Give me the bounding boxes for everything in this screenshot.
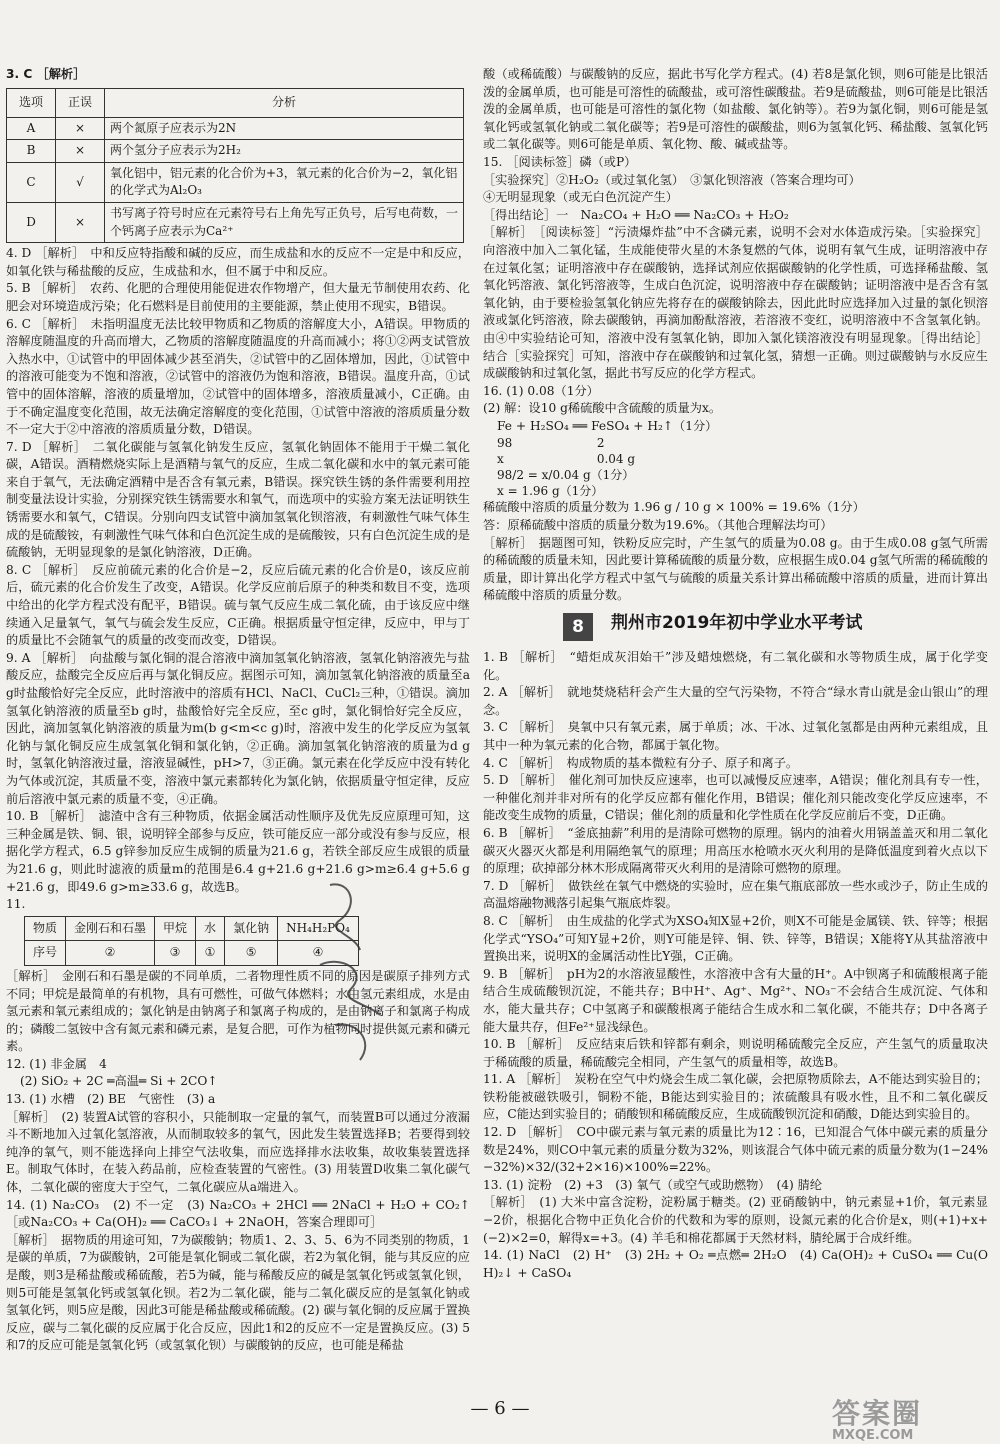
s8-answer-6: 6. B ［解析］ “釜底抽薪”利用的是清除可燃物的原理。锅内的油着火用锅盖盖灭和用二氧化碳灭火器灭火都是利用隔绝氧气的原理；用高压水枪喷水灭火利用的是降低温度到着火点以下的原理；砍掉部分林木形成隔离带灭火利用的是清除可燃物的原理。 (483, 825, 988, 876)
answer-4: 4. D ［解析］ 中和反应特指酸和碱的反应，而生成盐和水的反应不一定是中和反应，如氧化铁与稀盐酸的反应，生成盐和水，但不属于中和反应。 (6, 246, 470, 278)
col-analysis: 分析 (105, 88, 464, 117)
col-judgement: 正误 (56, 88, 105, 117)
answer-13: 13. (1) 水槽 (2) BE 气密性 (3) a (6, 1092, 216, 1107)
table-row (7, 202, 464, 242)
s8-answer-5: 5. D ［解析］ 催化剂可加快反应速率，也可以减慢反应速率，A错误；催化剂具有专一性，一种催化剂并非对所有的化学反应都有催化作用，B错误；催化剂只能改变化学反应速率，不能改变生成物的质量，C错误；催化剂的质量和化学性质在化学反应前后不变，D正确。 (483, 773, 988, 823)
row-option: A (7, 117, 56, 140)
cell: 水 (196, 916, 225, 941)
s8-answer-1: 1. B ［解析］ “蜡炬成灰泪始干”涉及蜡烛燃烧，有二氧化碳和水等物质生成，属于化学变化。 (483, 650, 988, 682)
answer-16-2: (2) 解：设10 g稀硫酸中含硫酸的质量为x。 (483, 401, 722, 416)
watermark-logo (832, 1392, 982, 1443)
answer-15-4: ［得出结论］一 Na₂CO₄ + H₂O ══ Na₂CO₃ + H₂O₂ (483, 207, 789, 222)
section-header (483, 611, 988, 643)
q3-heading: 3. C ［解析］ (6, 67, 86, 81)
s8-answer-9: 9. B ［解析］ pH为2的水溶液显酸性，水溶液中含有大量的H⁺。A中钡离子和硫酸根离子能结合生成硫酸钡沉淀，不能共存；B中H⁺、Ag⁺、Mg²⁺、NO₃⁻不会结合生成沉淀、气体和水，能大量共存；C中氢离子和碳酸根离子能结合生成水和二氧化碳，不能共存；D中各离子能大量共存，但Fe²⁺显浅绿色。 (483, 966, 988, 1034)
cell: ④ (278, 941, 359, 966)
s8-answer-7: 7. D ［解析］ 做铁丝在氧气中燃烧的实验时，应在集气瓶底部放一些水或沙子，防止生成的高温熔融物溅落引起集气瓶底炸裂。 (483, 878, 988, 911)
col-option: 选项 (7, 88, 56, 117)
cell: 甲烷 (155, 916, 196, 941)
answer-15-1: 15. ［阅读标签］磷（或P） (483, 154, 637, 169)
s8-answer-10: 10. B ［解析］ 反应结束后铁和锌都有剩余，则说明稀硫酸完全反应，产生氢气的质量取决于稀硫酸的质量，稀硫酸完全相同，产生氢气的质量相等，故选B。 (483, 1037, 988, 1069)
cell: ① (196, 941, 225, 966)
row-mark: × (56, 140, 105, 163)
calc-ratio: 98/2 = x/0.04 g（1分） (497, 468, 635, 483)
s8-answer-13: 13. (1) 淀粉 (2) +3 (3) 氧气（或空气或助燃物） (4) 腈纶 (483, 1177, 823, 1192)
s8-answer-14: 14. (1) NaCl (2) H⁺ (3) 2H₂ + O₂ ═点燃═ 2H₂O (4) Ca(OH)₂ + CuSO₄ ══ Cu(OH)₂↓ + CaSO₄ (483, 1248, 988, 1280)
answer-15-2: ［实验探究］②H₂O₂（或过氧化氢） ③氯化钡溶液（答案合理均可） (483, 172, 861, 187)
cell: 金刚石和石墨 (66, 916, 155, 941)
row-analysis: 两个氮原子应表示为2N (105, 117, 464, 140)
row-option: B (7, 140, 56, 163)
answer-16-analysis: ［解析］ 据题图可知，铁粉反应完时，产生氢气的质量为0.08 g。由于生成0.08 g氢气所需的稀硫酸的质量未知，因此要计算稀硫酸的质量分数，应根据生成0.04 g氢气所需的稀硫酸的质量，即计算出化学方程式中氢气与硫酸的质量关系计算出稀硫酸中溶质的质量，进而计算出稀硫酸中溶质的质量分数。 (483, 535, 988, 603)
s8-answer-2: 2. A ［解析］ 就地焚烧秸秆会产生大量的空气污染物，不符合“绿水青山就是金山银山”的理念。 (483, 685, 988, 717)
answer-8: 8. C ［解析］ 反应前硫元素的化合价是−2，反应后硫元素的化合价是0，该反应前后，硫元素的化合价发生了改变，A错误。化学反应前后原子的种类和数目不变，选项中给出的化学方程式没有配平，B错误。硫与氧气反应生成二氧化硫，由于该反应中继续通入足量氧气，氧气与硫会发生反应，C正确。根据质量守恒定律，反应中，甲与丁的质量比不会随氧气的质量的改变而改变，D错误。 (6, 562, 470, 648)
analysis-table (6, 88, 464, 244)
s8-answer-11: 11. A ［解析］ 炭粉在空气中灼烧会生成二氧化碳，会把原物质除去，A不能达到实验目的；铁粉能被磁铁吸引，铜粉不能，B能达到实验目的；浓硫酸具有吸水性，且不和二氧化碳反应，C能达到实验目的；硝酸钡和稀硫酸反应，生成硫酸钡沉淀和硝酸，D能达到实验目的。 (483, 1072, 988, 1122)
answer-7: 7. D ［解析］ 二氧化碳能与氢氧化钠发生反应，氢氧化钠固体不能用于干燥二氧化碳，A错误。酒精燃烧实际上是酒精与氧气的反应，生成二氧化碳和水中的氧元素可能来自于氧气，无法确定酒精中是否含有氧元素，B错误。探究铁生锈的条件需要利用控制变量法设计实验，分别探究铁生锈需要水和氧气，而选项中的实验方案无法证明铁生锈需要水和氧气，C错误。分别向四支试管中滴加氢氧化钡溶液，有刺激性气味气体生成的是硫酸铵，有刺激性气味气体和白色沉淀生成的是硫酸铵，只有白色沉淀生成的是硫酸钠，无明显现象的是氯化钠溶液，D正确。 (6, 439, 470, 560)
table-row (7, 162, 464, 202)
answer-5: 5. B ［解析］ 农药、化肥的合理使用能促进农作物增产，但大量无节制使用农药、化肥会对环境造成污染；化石燃料是目前使用的主要能源，禁止使用不现实，B错误。 (6, 281, 470, 313)
cell: ③ (155, 941, 196, 966)
answer-12-2: (2) SiO₂ + 2C ═高温═ Si + 2CO↑ (20, 1074, 218, 1089)
s8-answer-3: 3. C ［解析］ 臭氧中只有氧元素，属于单质；冰、干冰、过氧化氢都是由两种元素组成，且其中一种为氧元素的化合物，都属于氧化物。 (483, 720, 988, 752)
q11-heading: 11. (6, 897, 26, 912)
calc-val: x (497, 452, 504, 467)
calc-row-1 (497, 435, 988, 451)
page-number: — 6 — (470, 1398, 530, 1419)
calc-x: x = 1.96 g（1分） (497, 484, 604, 499)
answer-6: 6. C ［解析］ 未指明温度无法比较甲物质和乙物质的溶解度大小，A错误。甲物质的溶解度随温度的升高而增大，乙物质的溶解度随温度的升高而减小；将①②两支试管放入热水中，①试管中的甲固体减少甚至消失，②试管中的乙固体增加，因此，①试管中的溶液可能变为不饱和溶液，②试管中的溶液仍为饱和溶液，B错误。温度升高，①试管中的固体溶解，溶液的质量增加，②试管中的固体增多，溶液质量减小，C正确。由于不确定温度变化范围，故无法确定溶解度的变化范围，①试管中溶液的溶质质量分数不一定大于②中溶液的溶质质量分数，D错误。 (6, 316, 470, 437)
calc-val: 2 (596, 436, 605, 451)
row-mark: × (56, 202, 105, 242)
watermark-text: 答案圈 (832, 1397, 923, 1430)
answer-16-result: 稀硫酸中溶质的质量分数为 1.96 g / 10 g × 100% = 19.6%（1分） (483, 500, 865, 515)
row-option: D (7, 202, 56, 242)
answer-15-analysis: ［解析］ ［阅读标签］“污渍爆炸盐”中不含磷元素，说明不会对水体造成污染。［实验探究］向溶液中加入二氧化锰，生成能使带火星的木条复燃的气体，说明有氧气生成，证明溶液中存在过氧化氢；证明溶液中存在碳酸钠，选择试剂应依据碳酸钠的化学性质，可选择稀盐酸、氢氧化钙溶液、氯化钙溶液等，生成白色沉淀，说明溶液中存在碳酸钠；证明溶液中是否含有氢氧化钠，由于要检验氢氧化钠应先将存在的碳酸钠除去，因此此时应选择加入过量的氯化钡溶液或氯化钙溶液，除去碳酸钠，再滴加酚酞溶液，若溶液不变红，说明溶液中不含氢氧化钠。由④中实验结论可知，溶液中没有氢氧化钠，即加入氯化镁溶液没有明显现象。［得出结论］结合［实验探究］可知，溶液中存在碳酸钠和过氧化氢，猜想一正确。则过碳酸钠与水反应生成碳酸钠和过氧化氢，据此书写反应的化学方程式。 (483, 225, 988, 381)
answer-14-analysis: ［解析］ 据物质的用途可知，7为碳酸钠；物质1、2、3、5、6为不同类别的物质，1是碳的单质，7为碳酸钠，2可能是氧化铜或二氧化碳，若2为氧化铜，能与其反应的应是酸，则3是稀盐酸或稀硫酸，若5为碱，能与稀酸反应的碱是氢氧化钙或氢氧化钡，则5可能是氢氧化钙或氢氧化钡。若2为二氧化碳，能与二氧化碳反应的是氢氧化钠或氢氧化钙，则5应是酸，因此3可能是稀盐酸或稀硫酸。(2) 碳与氧化铜的反应属于置换反应，碳与二氧化碳的反应属于化合反应，因此1和2的反应不一定是置换反应。(3) 5和7的反应可能是氢氧化钙（或氢氧化钡）与碳酸钠的反应，也可能是稀盐 (6, 1232, 470, 1353)
row-mark: √ (56, 162, 105, 202)
cell: 氯化钠 (225, 916, 278, 941)
right-column (483, 66, 988, 1282)
equation-line: Fe + H₂SO₄ ══ FeSO₄ + H₂↑（1分） (497, 418, 718, 433)
answer-10: 10. B ［解析］ 滤渣中含有三种物质，依据金属活动性顺序及优先反应原理可知，这三种金属是铁、铜、银，说明锌全部参与反应，铁可能反应一部分或没有参与反应，根据化学方程式，6.5 g锌参加反应生成铜的质量为21.6 g，若铁全部反应生成银的质量为21.6 g，则此时滤液的质量m的范围是6.4 g+21.6 g+21.6 g>m≥6.4 g+5.6 g+21.6 g，即49.6 g>m≥33.6 g，故选B。 (6, 809, 470, 894)
answer-11-analysis: ［解析］ 金刚石和石墨是碳的不同单质，二者物理性质不同的原因是碳原子排列方式不同；甲烷是最简单的有机物，具有可燃性，可做气体燃料；水由氢元素组成，水是由氢元素和氧元素组成的；氯化钠是由钠离子和氯离子构成的，是由钠离子和氯离子构成的；磷酸二氢铵中含有氮元素和磷元素，是复合肥，可作为植物同时提供氮元素和磷元素。 (6, 968, 470, 1054)
answer-16-1: 16. (1) 0.08（1分） (483, 383, 599, 398)
row-mark: × (56, 117, 105, 140)
table-row (7, 117, 464, 140)
s8-answer-4: 4. C ［解析］ 构成物质的基本微粒有分子、原子和离子。 (483, 755, 799, 770)
analysis-table-header (7, 88, 464, 117)
answer-9: 9. A ［解析］ 向盐酸与氯化铜的混合溶液中滴加氢氧化钠溶液，氢氧化钠溶液先与盐酸反应，盐酸完全反应后再与氯化铜反应。据图示可知，滴加氢氧化钠溶液的质量至a g时盐酸恰好完全反应，此时溶液中的溶质有HCl、NaCl、CuCl₂三种，①错误。滴加氢氧化钠溶液的质量至b g时，盐酸恰好完全反应，至c g时，氯化铜恰好完全反应，因此，滴加氢氧化钠溶液的质量为m(b g<m<c g)时，溶液中发生的化学反应为氢氧化钠与氯化铜反应生成氢氧化铜和氯化钠，②正确。滴加氢氧化钠溶液的质量为d g时，氢氧化钠溶液过量，溶液显碱性，pH>7，③正确。氯元素在化学反应中没有转化为气体或沉淀，其质量不变，溶液中氯元素都转化为氯化钠，依据质量守恒定律，反应前后溶液中氯元素的质量不变，④正确。 (6, 650, 470, 806)
cell: NH₄H₂PO₄ (278, 916, 359, 941)
row-analysis: 两个氢分子应表示为2H₂ (105, 140, 464, 163)
calc-row-2 (497, 451, 988, 467)
answer-13-analysis: ［解析］ (2) 装置A试管的容积小，只能制取一定量的氧气，而装置B可以通过分液漏斗不断地加入过氧化氢溶液，从而制取较多的氧气，因此发生装置选择B；若要得到较纯净的氧气，则不能选择向上排空气法收集，而应选择排水法收集，故收集装置选择E。制取气体时，在装入药品前，应检查装置的气密性。(3) 用装置D收集二氧化碳气体，二氧化碳的密度大于空气，二氧化碳应从a端进入。 (6, 1109, 470, 1195)
left-column (6, 66, 470, 1355)
s8-answer-12: 12. D ［解析］ CO中碳元素与氧元素的质量比为12∶16，已知混合气体中碳元素的质量分数是24%，则CO中氧元素的质量分数为32%，则该混合气体中硫元素的质量分数为(1−24%−32%)×32/(32+2×16)×100%=22%。 (483, 1125, 988, 1175)
s8-answer-8: 8. C ［解析］ 由生成盐的化学式为XSO₄知X显+2价，则X不可能是金属镁、铁、锌等；根据化学式“YSO₄”可知Y显+2价，则Y可能是锌、铜、铁、锌等，B错误；X能将Y从其盐溶液中置换出来，说明X的金属活动性比Y强，C正确。 (483, 913, 988, 964)
answer-14: 14. (1) Na₂CO₃ (2) 不一定 (3) Na₂CO₃ + 2HCl ══ 2NaCl + H₂O + CO₂↑［或Na₂CO₃ + Ca(OH)₂ ══ CaCO₃↓ + 2NaOH，答案合理即可］ (6, 1197, 470, 1230)
table-row (7, 140, 464, 163)
answer-14-cont: 酸（或稀硫酸）与碳酸钠的反应，据此书写化学方程式。(4) 若8是氯化钡，则6可能是比银活泼的金属单质，也可能是可溶性的硫酸盐，或可溶性碳酸盐。若9是硫酸盐，则6可能是比银活泼的金属单质，也可能是可溶性的氯化物（如盐酸、氯化钠等）。若9为氯化铜，则6可能是氢氧化钙或氢氧化钠或二氧化碳等；若9是可溶性的碳酸盐，则6为氢氧化钙、稀盐酸、氢氧化钙或二氧化碳等。则6可能是单质、氧化物、酸、碱或盐等。 (483, 67, 988, 152)
cell: ⑤ (225, 941, 278, 966)
row-option: C (7, 162, 56, 202)
cell: 序号 (25, 941, 66, 966)
s8-answer-13-analysis: ［解析］ (1) 大米中富含淀粉，淀粉属于糖类。(2) 亚硝酸钠中，钠元素显+1价，氧元素显−2价，根据化合物中正负化合价的代数和为零的原则，设氮元素的化合价是x，则(+1)+x+(−2)×2=0，解得x=+3。(4) 羊毛和棉花都属于天然材料，腈纶属于合成纤维。 (483, 1195, 988, 1245)
row-analysis: 氧化铝中，铝元素的化合价为+3，氧元素的化合价为−2，氧化铝的化学式为Al₂O₃ (105, 162, 464, 202)
cell: 物质 (25, 916, 66, 941)
section-number: 8 (563, 613, 593, 641)
calc-block (497, 435, 988, 499)
cell: ② (66, 941, 155, 966)
row-analysis: 书写离子符号时应在元素符号右上角先写正负号，后写电荷数，一个钙离子应表示为Ca²⁺ (105, 202, 464, 242)
calc-val: 0.04 g (596, 452, 636, 467)
calc-val: 98 (497, 436, 513, 451)
section-title: 荆州市2019年初中学业水平考试 (611, 613, 863, 634)
handwriting-scribble (300, 875, 410, 1075)
answer-15-3: ④无明显现象（或无白色沉淀产生） (483, 190, 678, 205)
answer-12-1: 12. (1) 非金属 4 (6, 1056, 107, 1071)
watermark-domain: MXQE.COM (832, 1428, 914, 1443)
answer-16-answer: 答：原稀硫酸中溶质的质量分数为19.6%。（其他合理解法均可） (483, 518, 833, 533)
